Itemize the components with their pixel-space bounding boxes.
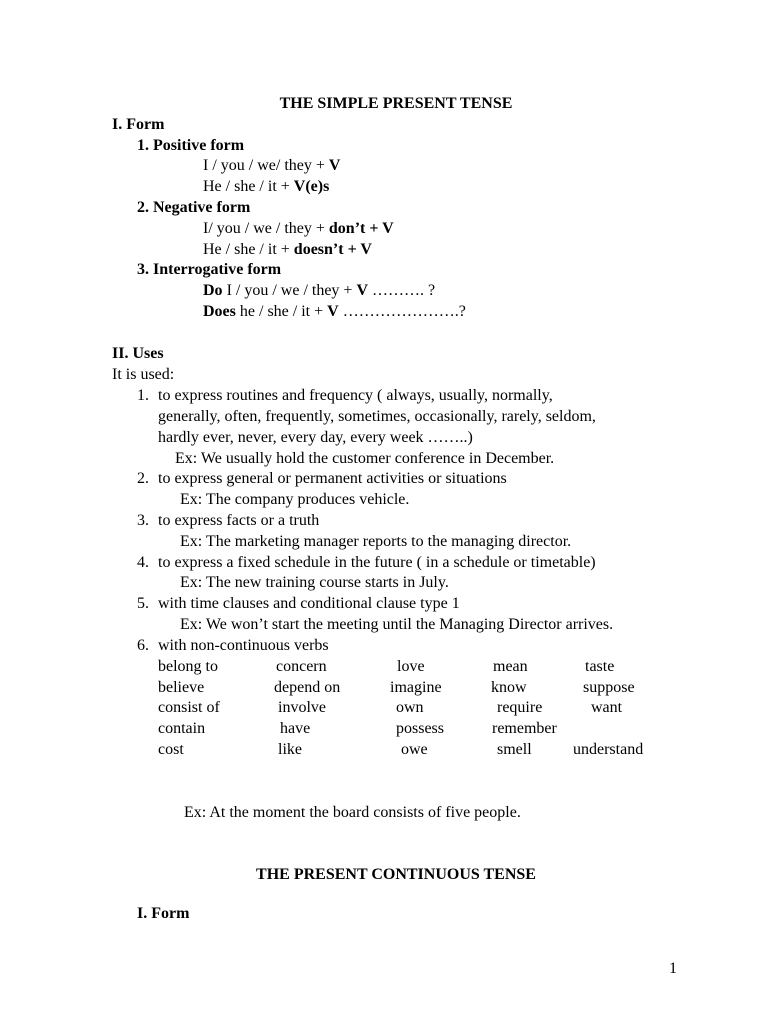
use-number-1: 1.	[137, 387, 149, 404]
verb-cell: owe	[401, 741, 428, 758]
use-text-1-line-3: hardly ever, never, every day, every week ……..)	[158, 429, 473, 446]
use-number-5: 5.	[137, 595, 149, 612]
verb-cell: require	[497, 699, 543, 716]
positive-form-line-1: I / you / we/ they + V	[203, 157, 341, 174]
section-title-2: THE PRESENT CONTINUOUS TENSE	[256, 866, 536, 883]
verb-cell: like	[278, 741, 302, 758]
verb-cell: remember	[492, 720, 557, 737]
page-number: 1	[669, 960, 677, 977]
verb-cell: possess	[396, 720, 445, 737]
section-form-heading-2: I. Form	[137, 905, 190, 922]
verb-cell: own	[396, 699, 424, 716]
negative-form-line-2: He / she / it + doesn’t + V	[203, 241, 372, 258]
negative-form-heading: 2. Negative form	[137, 199, 251, 216]
use-number-2: 2.	[137, 470, 149, 487]
use-number-3: 3.	[137, 512, 149, 529]
interrogative-form-line-2: Does he / she / it + V ………………….?	[203, 303, 466, 320]
interrogative-form-heading: 3. Interrogative form	[137, 261, 282, 278]
use-example-4: Ex: The new training course starts in July.	[180, 574, 449, 591]
verb-cell: depend on	[274, 679, 341, 696]
verb-cell: contain	[158, 720, 206, 737]
use-number-6: 6.	[137, 637, 149, 654]
verb-cell: taste	[585, 658, 615, 675]
verb-cell: have	[280, 720, 311, 737]
verb-cell: love	[397, 658, 425, 675]
section-uses-heading: II. Uses	[112, 345, 164, 362]
verb-cell: involve	[278, 699, 326, 716]
positive-form-heading: 1. Positive form	[137, 137, 245, 154]
verb-cell: understand	[573, 741, 644, 758]
use-text-4: to express a fixed schedule in the future ( in a schedule or timetable)	[158, 554, 596, 571]
use-example-3: Ex: The marketing manager reports to the managing director.	[180, 533, 572, 550]
use-text-3: to express facts or a truth	[158, 512, 320, 529]
use-text-2: to express general or permanent activities or situations	[158, 470, 507, 487]
negative-form-line-1: I/ you / we / they + don’t + V	[203, 220, 394, 237]
verb-cell: cost	[158, 741, 184, 758]
verb-cell: want	[591, 699, 623, 716]
verb-row	[158, 698, 678, 718]
section-form-heading: I. Form	[112, 116, 165, 133]
verb-cell: concern	[276, 658, 327, 675]
interrogative-form-line-1: Do I / you / we / they + V ………. ?	[203, 282, 436, 299]
verb-cell: believe	[158, 679, 205, 696]
verb-row	[158, 719, 678, 739]
verb-cell: know	[491, 679, 527, 696]
use-text-5: with time clauses and conditional clause type 1	[158, 595, 460, 612]
page-title: THE SIMPLE PRESENT TENSE	[279, 95, 513, 112]
verb-row	[158, 678, 678, 698]
use-text-6: with non-continuous verbs	[158, 637, 329, 654]
verbs-example: Ex: At the moment the board consists of five people.	[184, 804, 521, 821]
use-number-4: 4.	[137, 554, 149, 571]
verb-cell: belong to	[158, 658, 218, 675]
verb-cell: consist of	[158, 699, 220, 716]
use-text-1-line-2: generally, often, frequently, sometimes, occasionally, rarely, seldom,	[158, 408, 596, 425]
verb-cell: mean	[493, 658, 528, 675]
use-example-1: Ex: We usually hold the customer conference in December.	[175, 450, 555, 467]
verb-cell: suppose	[583, 679, 635, 696]
positive-form-line-2: He / she / it + V(e)s	[203, 178, 330, 195]
uses-intro: It is used:	[112, 366, 175, 383]
verb-row	[158, 657, 678, 677]
verb-cell: smell	[497, 741, 532, 758]
verb-cell: imagine	[390, 679, 442, 696]
use-example-2: Ex: The company produces vehicle.	[180, 491, 410, 508]
use-text-1-line-1: to express routines and frequency ( always, usually, normally,	[158, 387, 553, 404]
use-example-5: Ex: We won’t start the meeting until the Managing Director arrives.	[180, 616, 614, 633]
verb-row	[158, 740, 678, 760]
